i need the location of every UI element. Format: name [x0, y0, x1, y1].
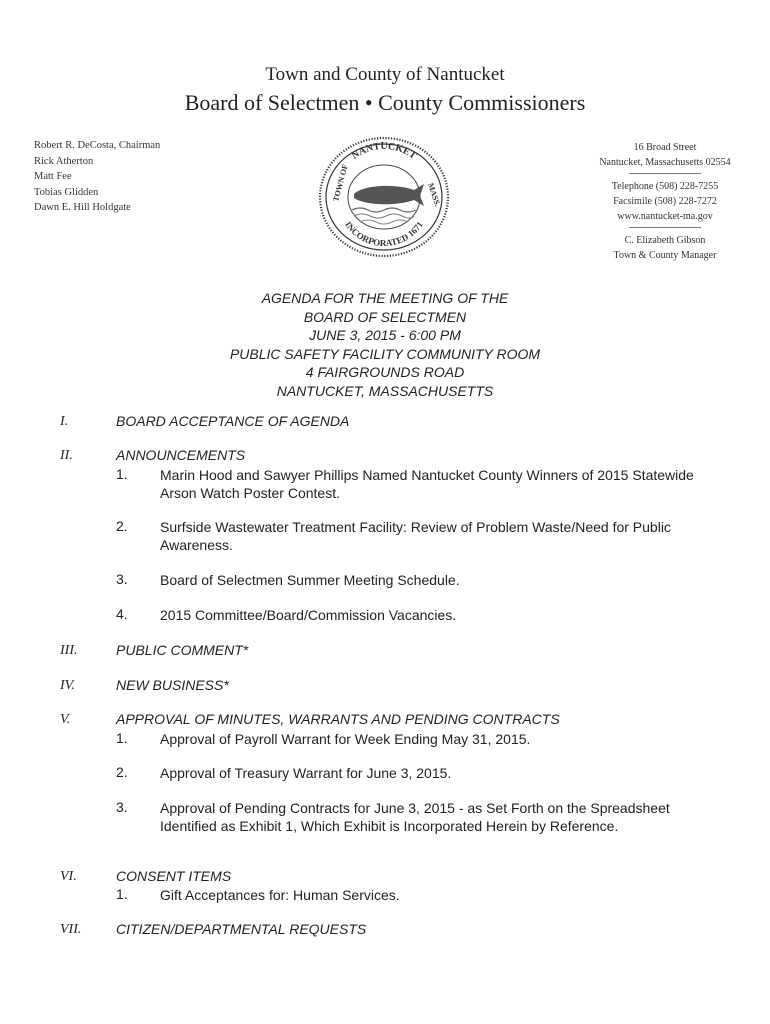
divider	[629, 227, 701, 228]
member-name: Dawn E. Hill Holdgate	[34, 202, 131, 213]
item-number: 4.	[116, 606, 128, 622]
item-number: 3.	[116, 799, 128, 815]
agenda-item: Approval of Treasury Warrant for June 3, 2015.	[160, 765, 452, 781]
agenda-heading-line: PUBLIC SAFETY FACILITY COMMUNITY ROOM	[229, 345, 541, 362]
whale-shape	[354, 184, 424, 206]
agenda-item: Approval of Payroll Warrant for Week Ending May 31, 2015.	[160, 731, 531, 747]
member-name: Tobias Glidden	[34, 186, 99, 198]
item-number: 1.	[116, 730, 128, 746]
section-numeral: VI.	[60, 869, 77, 884]
board-members-list	[34, 138, 160, 216]
agenda-heading-line: BOARD OF SELECTMEN	[303, 308, 467, 325]
board-title: Board of Selectmen • County Commissioners	[184, 90, 586, 115]
agenda-heading-line: NANTUCKET, MASSACHUSETTS	[276, 382, 494, 399]
item-number: 2.	[116, 764, 128, 780]
section-numeral: IV.	[60, 678, 75, 693]
agenda-heading-line: JUNE 3, 2015 - 6:00 PM	[309, 327, 461, 343]
section-title: BOARD ACCEPTANCE OF AGENDA	[116, 413, 350, 429]
agenda-item: Marin Hood and Sawyer Phillips Named Nantucket County Winners of 2015 Statewide Arson Watch Poster Contest.	[160, 467, 694, 501]
agenda-item: Board of Selectmen Summer Meeting Schedule.	[160, 572, 460, 588]
town-seal-icon	[316, 134, 452, 260]
contact-block	[560, 140, 770, 263]
member-name: Rick Atherton	[34, 155, 94, 167]
divider	[629, 173, 701, 174]
facsimile: Facsimile (508) 228-7272	[613, 196, 717, 207]
item-number: 1.	[116, 466, 128, 482]
section-numeral: I.	[60, 414, 69, 429]
telephone: Telephone (508) 228-7255	[611, 181, 719, 192]
seal-right-text: MASS.	[426, 181, 443, 208]
website: www.nantucket-ma.gov	[617, 211, 713, 222]
section-title: CONSENT ITEMS	[116, 868, 232, 884]
section-title: PUBLIC COMMENT*	[116, 642, 249, 658]
manager-title: Town & County Manager	[613, 250, 717, 261]
section-title: ANNOUNCEMENTS	[116, 447, 246, 463]
member-name: Matt Fee	[34, 171, 72, 182]
section-numeral: II.	[60, 448, 73, 463]
section-title: NEW BUSINESS*	[116, 677, 229, 693]
section-title: APPROVAL OF MINUTES, WARRANTS AND PENDING CONTRACTS	[116, 711, 560, 727]
item-number: 3.	[116, 571, 128, 587]
street-address: 16 Broad Street	[633, 142, 697, 153]
section-numeral: VII.	[60, 922, 82, 937]
item-number: 2.	[116, 518, 128, 534]
city-state-zip: Nantucket, Massachusetts 02554	[599, 157, 731, 168]
agenda-heading-line: 4 FAIRGROUNDS ROAD	[305, 364, 465, 380]
item-number: 1.	[116, 886, 128, 902]
section-title: CITIZEN/DEPARTMENTAL REQUESTS	[116, 921, 367, 937]
agenda-heading	[0, 289, 770, 400]
agenda-item: 2015 Committee/Board/Commission Vacancies.	[160, 607, 457, 623]
agenda-item: Approval of Pending Contracts for June 3, 2015 - as Set Forth on the Spreadsheet Identified as Exhibit 1, Which Exhibit is Incorporated Herein by Reference.	[160, 800, 670, 834]
section-numeral: V.	[60, 712, 71, 727]
agenda-item: Surfside Wastewater Treatment Facility: Review of Problem Waste/Need for Public Awareness.	[160, 519, 671, 553]
manager-name: C. Elizabeth Gibson	[624, 235, 706, 246]
seal-left-text: TOWN OF	[331, 163, 350, 203]
agenda-item: Gift Acceptances for: Human Services.	[160, 887, 400, 903]
member-name: Robert R. DeCosta, Chairman	[34, 140, 161, 151]
seal-top-text: NANTUCKET	[349, 140, 419, 162]
agenda-heading-line: AGENDA FOR THE MEETING OF THE	[261, 290, 509, 306]
town-county-title: Town and County of Nantucket	[265, 64, 505, 85]
seal-bottom-text: INCORPORATED 1671	[343, 219, 425, 249]
section-numeral: III.	[60, 643, 78, 658]
